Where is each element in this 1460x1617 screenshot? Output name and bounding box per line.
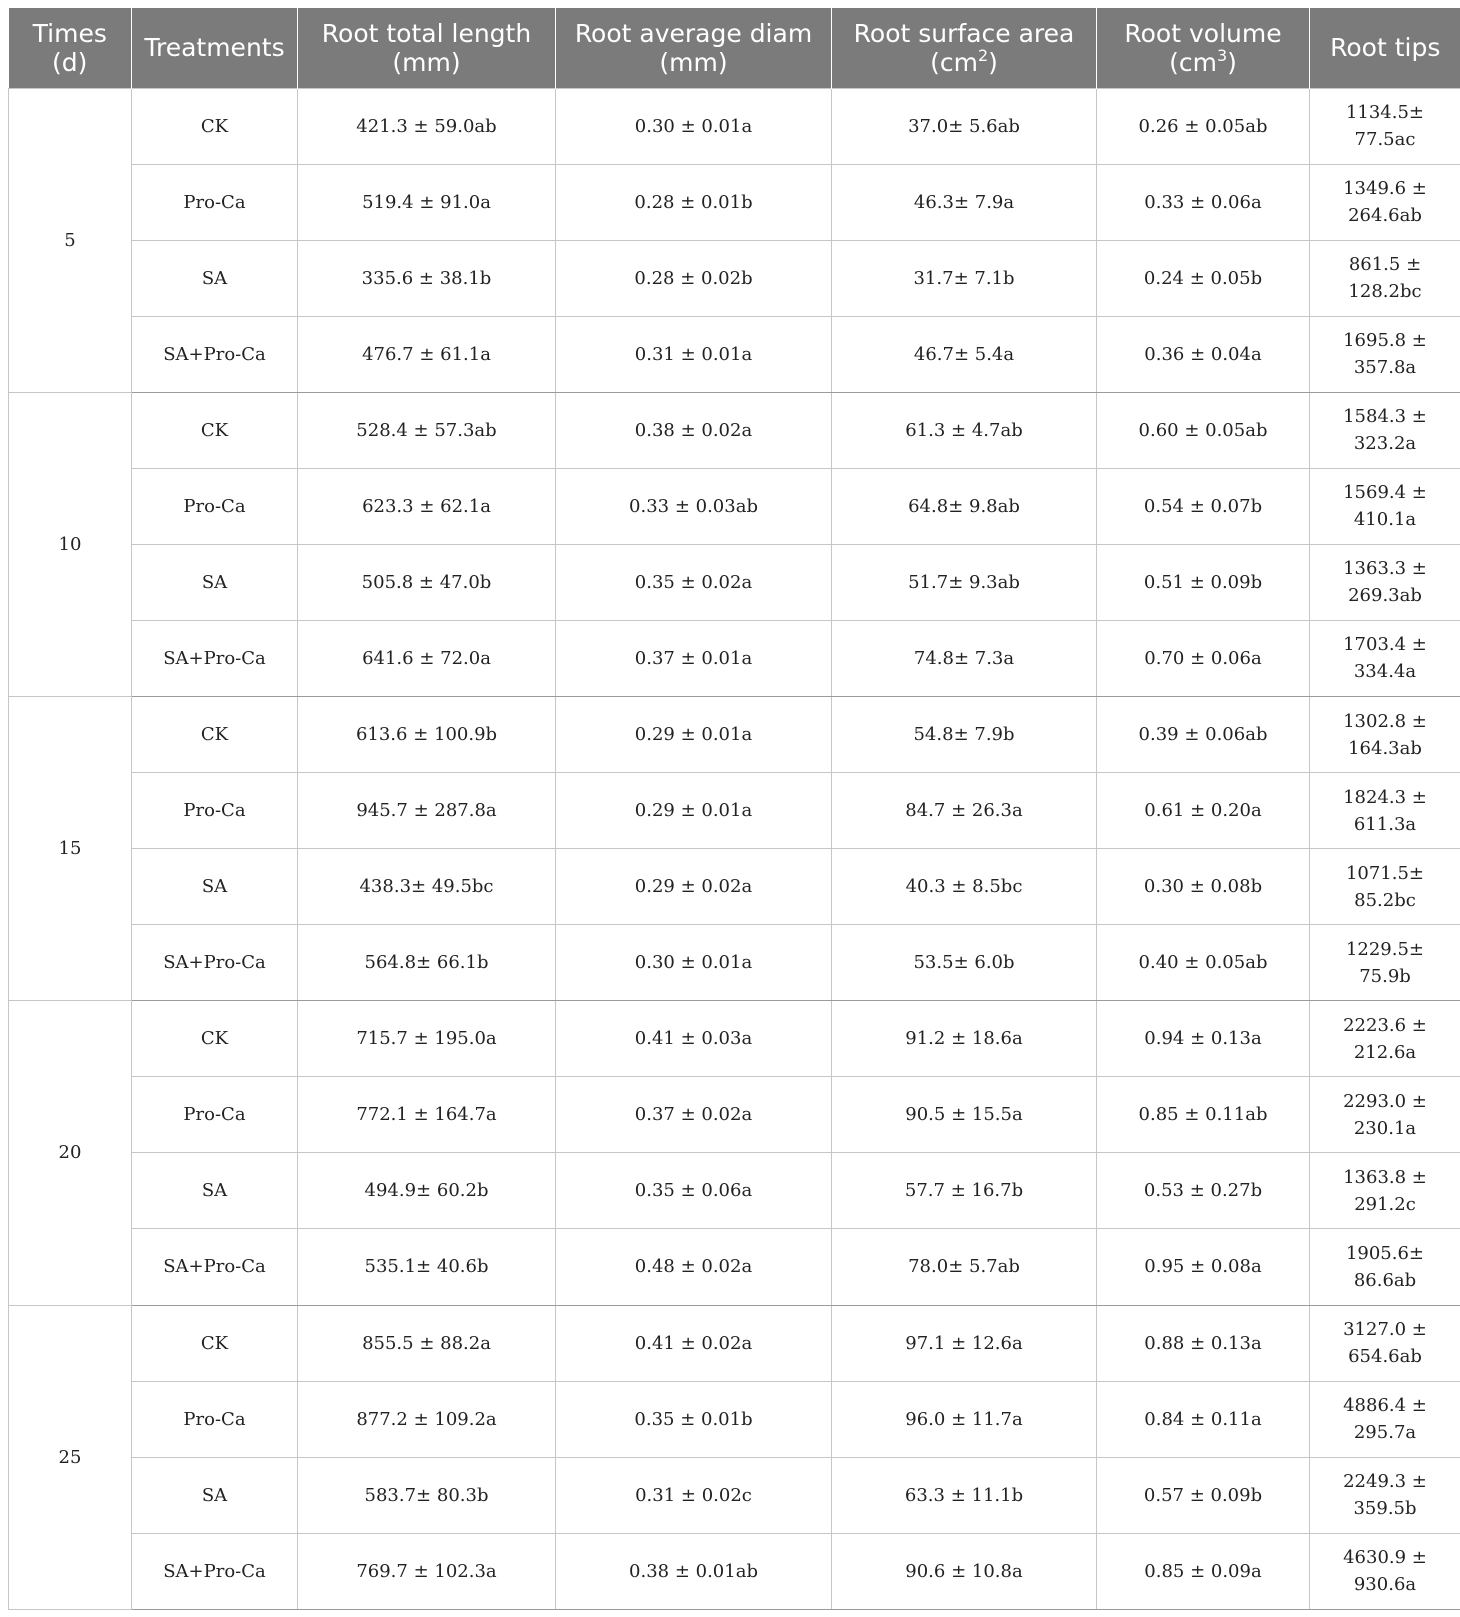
table-row (9, 240, 1460, 316)
root-tips-value: 1071.5± (1345, 862, 1425, 884)
cell-root-volume: 0.36 ± 0.04a (1097, 316, 1310, 392)
cell-root-volume: 0.53 ± 0.27b (1097, 1153, 1310, 1229)
table-row (9, 1305, 1460, 1381)
cell-root-surface-area: 90.5 ± 15.5a (832, 1077, 1097, 1153)
table-row (9, 1381, 1460, 1457)
table-row (9, 773, 1460, 849)
cell-treatment: Pro-Ca (132, 468, 298, 544)
cell-root-tips (1310, 1153, 1460, 1229)
header-row (9, 8, 1460, 88)
header-label: Root volume (1124, 18, 1282, 48)
cell-root-total-length: 528.4 ± 57.3ab (298, 392, 556, 468)
cell-root-volume: 0.57 ± 0.09b (1097, 1457, 1310, 1533)
root-morphology-table (8, 8, 1460, 1610)
cell-root-total-length: 519.4 ± 91.0a (298, 164, 556, 240)
cell-root-surface-area: 40.3 ± 8.5bc (832, 849, 1097, 925)
cell-root-total-length: 476.7 ± 61.1a (298, 316, 556, 392)
cell-root-average-diam: 0.28 ± 0.02b (556, 240, 832, 316)
cell-root-volume: 0.40 ± 0.05ab (1097, 925, 1310, 1001)
root-tips-error: 295.7a (1353, 1422, 1417, 1444)
table-row (9, 620, 1460, 696)
cell-time-days: 25 (9, 1305, 132, 1610)
root-tips-error: 611.3a (1353, 813, 1417, 835)
root-tips-error: 264.6ab (1348, 205, 1422, 227)
cell-root-surface-area: 61.3 ± 4.7ab (832, 392, 1097, 468)
cell-root-average-diam: 0.38 ± 0.01ab (556, 1533, 832, 1609)
cell-root-average-diam: 0.35 ± 0.06a (556, 1153, 832, 1229)
cell-treatment: Pro-Ca (132, 773, 298, 849)
header-unit (13, 48, 128, 77)
cell-root-tips (1310, 1001, 1460, 1077)
table-row (9, 392, 1460, 468)
root-tips-value: 1569.4 ± (1343, 482, 1427, 504)
cell-root-surface-area: 96.0 ± 11.7a (832, 1381, 1097, 1457)
header-times (9, 8, 132, 88)
cell-root-surface-area: 54.8± 7.9b (832, 697, 1097, 773)
cell-root-volume: 0.30 ± 0.08b (1097, 849, 1310, 925)
cell-root-average-diam: 0.30 ± 0.01a (556, 88, 832, 164)
root-tips-value: 1302.8 ± (1343, 710, 1427, 732)
table-row (9, 544, 1460, 620)
cell-root-volume: 0.61 ± 0.20a (1097, 773, 1310, 849)
cell-time-days: 15 (9, 697, 132, 1001)
root-tips-error: 86.6ab (1353, 1269, 1417, 1291)
cell-root-average-diam: 0.37 ± 0.01a (556, 620, 832, 696)
cell-root-surface-area: 37.0± 5.6ab (832, 88, 1097, 164)
header-unit-text: (cm (1169, 47, 1217, 77)
header-label: Root average diam (574, 18, 813, 48)
cell-treatment: CK (132, 88, 298, 164)
cell-treatment: CK (132, 1305, 298, 1381)
cell-root-surface-area: 84.7 ± 26.3a (832, 773, 1097, 849)
header-root-total-length (298, 8, 556, 88)
cell-root-tips (1310, 849, 1460, 925)
root-tips-error: 930.6a (1353, 1574, 1417, 1596)
root-tips-value: 3127.0 ± (1343, 1319, 1427, 1341)
cell-root-total-length: 715.7 ± 195.0a (298, 1001, 556, 1077)
cell-root-volume: 0.94 ± 0.13a (1097, 1001, 1310, 1077)
root-tips-value: 1349.6 ± (1343, 178, 1427, 200)
root-tips-value: 4630.9 ± (1343, 1547, 1427, 1569)
root-tips-error: 654.6ab (1348, 1346, 1422, 1368)
cell-root-total-length: 583.7± 80.3b (298, 1457, 556, 1533)
table-row (9, 1001, 1460, 1077)
cell-root-average-diam: 0.35 ± 0.02a (556, 544, 832, 620)
root-tips-error: 357.8a (1353, 357, 1417, 379)
cell-treatment: SA (132, 1457, 298, 1533)
root-tips-error: 410.1a (1353, 509, 1417, 531)
cell-root-volume: 0.88 ± 0.13a (1097, 1305, 1310, 1381)
cell-root-surface-area: 57.7 ± 16.7b (832, 1153, 1097, 1229)
root-tips-error: 85.2bc (1354, 889, 1416, 911)
root-tips-error: 323.2a (1353, 433, 1417, 455)
cell-treatment: SA+Pro-Ca (132, 316, 298, 392)
root-tips-value: 2223.6 ± (1343, 1014, 1427, 1036)
table-row (9, 88, 1460, 164)
cell-root-surface-area: 64.8± 9.8ab (832, 468, 1097, 544)
cell-root-surface-area: 46.3± 7.9a (832, 164, 1097, 240)
cell-root-volume: 0.51 ± 0.09b (1097, 544, 1310, 620)
cell-root-total-length: 623.3 ± 62.1a (298, 468, 556, 544)
header-unit (1101, 45, 1305, 77)
table-row (9, 697, 1460, 773)
cell-root-total-length: 641.6 ± 72.0a (298, 620, 556, 696)
table-row (9, 925, 1460, 1001)
cell-treatment: CK (132, 392, 298, 468)
table-body (9, 88, 1460, 1610)
cell-root-tips (1310, 164, 1460, 240)
cell-treatment: SA (132, 240, 298, 316)
header-unit-exponent: 3 (1216, 45, 1228, 65)
root-tips-value: 1363.3 ± (1343, 558, 1427, 580)
table-row (9, 1229, 1460, 1305)
root-tips-error: 334.4a (1353, 661, 1417, 683)
cell-root-tips (1310, 1457, 1460, 1533)
cell-root-average-diam: 0.28 ± 0.01b (556, 164, 832, 240)
root-tips-value: 1134.5± (1345, 102, 1425, 124)
cell-root-surface-area: 97.1 ± 12.6a (832, 1305, 1097, 1381)
root-tips-value: 1229.5± (1345, 938, 1425, 960)
root-tips-value: 1695.8 ± (1343, 330, 1427, 352)
cell-root-surface-area: 90.6 ± 10.8a (832, 1533, 1097, 1609)
header-unit-close: ) (988, 47, 998, 77)
root-tips-value: 1363.8 ± (1343, 1166, 1427, 1188)
header-root-surface-area (832, 8, 1097, 88)
header-unit-text: (mm) (659, 47, 728, 77)
root-tips-error: 291.2c (1354, 1193, 1416, 1215)
cell-root-surface-area: 78.0± 5.7ab (832, 1229, 1097, 1305)
table-row (9, 849, 1460, 925)
cell-root-tips (1310, 392, 1460, 468)
cell-treatment: SA+Pro-Ca (132, 620, 298, 696)
cell-root-tips (1310, 1381, 1460, 1457)
cell-root-average-diam: 0.31 ± 0.01a (556, 316, 832, 392)
cell-root-volume: 0.39 ± 0.06ab (1097, 697, 1310, 773)
table-row (9, 316, 1460, 392)
cell-treatment: SA+Pro-Ca (132, 1533, 298, 1609)
root-tips-error: 359.5b (1353, 1498, 1417, 1520)
cell-root-tips (1310, 88, 1460, 164)
header-label: Root total length (321, 18, 532, 48)
cell-treatment: Pro-Ca (132, 1077, 298, 1153)
root-tips-error: 230.1a (1353, 1117, 1417, 1139)
root-tips-error: 128.2bc (1348, 281, 1422, 303)
cell-root-total-length: 494.9± 60.2b (298, 1153, 556, 1229)
cell-root-volume: 0.84 ± 0.11a (1097, 1381, 1310, 1457)
cell-root-volume: 0.85 ± 0.11ab (1097, 1077, 1310, 1153)
cell-root-tips (1310, 316, 1460, 392)
header-root-average-diam (556, 8, 832, 88)
cell-treatment: SA (132, 1153, 298, 1229)
cell-root-tips (1310, 468, 1460, 544)
header-unit (302, 48, 551, 77)
header-unit-exponent: 2 (977, 45, 989, 65)
cell-root-tips (1310, 1305, 1460, 1381)
root-tips-error: 212.6a (1353, 1041, 1417, 1063)
table-row (9, 164, 1460, 240)
root-tips-error: 164.3ab (1348, 737, 1422, 759)
header-unit (560, 48, 827, 77)
cell-root-average-diam: 0.38 ± 0.02a (556, 392, 832, 468)
cell-root-tips (1310, 544, 1460, 620)
cell-root-total-length: 613.6 ± 100.9b (298, 697, 556, 773)
cell-root-total-length: 335.6 ± 38.1b (298, 240, 556, 316)
cell-root-total-length: 421.3 ± 59.0ab (298, 88, 556, 164)
cell-root-surface-area: 74.8± 7.3a (832, 620, 1097, 696)
table-row (9, 1153, 1460, 1229)
cell-root-volume: 0.95 ± 0.08a (1097, 1229, 1310, 1305)
cell-root-tips (1310, 240, 1460, 316)
cell-root-total-length: 535.1± 40.6b (298, 1229, 556, 1305)
root-tips-error: 75.9b (1359, 965, 1411, 987)
header-unit-text: (cm (930, 47, 978, 77)
header-root-volume (1097, 8, 1310, 88)
cell-root-average-diam: 0.41 ± 0.02a (556, 1305, 832, 1381)
header-treatments (132, 8, 298, 88)
root-tips-value: 1703.4 ± (1343, 634, 1427, 656)
header-unit (836, 45, 1092, 77)
root-tips-error: 77.5ac (1354, 129, 1416, 151)
cell-root-average-diam: 0.33 ± 0.03ab (556, 468, 832, 544)
cell-root-tips (1310, 620, 1460, 696)
root-tips-value: 1584.3 ± (1343, 406, 1427, 428)
cell-root-average-diam: 0.37 ± 0.02a (556, 1077, 832, 1153)
cell-root-volume: 0.33 ± 0.06a (1097, 164, 1310, 240)
cell-root-total-length: 564.8± 66.1b (298, 925, 556, 1001)
cell-root-volume: 0.24 ± 0.05b (1097, 240, 1310, 316)
cell-treatment: SA+Pro-Ca (132, 1229, 298, 1305)
cell-treatment: SA (132, 544, 298, 620)
table-row (9, 1457, 1460, 1533)
table-row (9, 1533, 1460, 1609)
cell-time-days: 5 (9, 88, 132, 392)
cell-treatment: CK (132, 697, 298, 773)
root-tips-value: 1824.3 ± (1343, 786, 1427, 808)
cell-root-surface-area: 51.7± 9.3ab (832, 544, 1097, 620)
cell-root-volume: 0.60 ± 0.05ab (1097, 392, 1310, 468)
cell-treatment: Pro-Ca (132, 1381, 298, 1457)
cell-time-days: 10 (9, 392, 132, 696)
cell-root-surface-area: 31.7± 7.1b (832, 240, 1097, 316)
cell-treatment: Pro-Ca (132, 164, 298, 240)
cell-root-average-diam: 0.29 ± 0.02a (556, 849, 832, 925)
cell-root-volume: 0.54 ± 0.07b (1097, 468, 1310, 544)
root-tips-error: 269.3ab (1348, 585, 1422, 607)
root-tips-value: 4886.4 ± (1343, 1395, 1427, 1417)
cell-root-average-diam: 0.30 ± 0.01a (556, 925, 832, 1001)
cell-root-volume: 0.70 ± 0.06a (1097, 620, 1310, 696)
header-label: Root tips (1330, 33, 1441, 63)
cell-root-average-diam: 0.29 ± 0.01a (556, 697, 832, 773)
root-tips-value: 2293.0 ± (1343, 1090, 1427, 1112)
cell-root-tips (1310, 1077, 1460, 1153)
root-tips-value: 861.5 ± (1348, 254, 1422, 276)
cell-root-tips (1310, 697, 1460, 773)
cell-root-total-length: 769.7 ± 102.3a (298, 1533, 556, 1609)
cell-treatment: SA (132, 849, 298, 925)
root-tips-value: 2249.3 ± (1343, 1471, 1427, 1493)
cell-root-tips (1310, 773, 1460, 849)
cell-root-volume: 0.85 ± 0.09a (1097, 1533, 1310, 1609)
cell-root-average-diam: 0.41 ± 0.03a (556, 1001, 832, 1077)
cell-root-tips (1310, 1533, 1460, 1609)
header-label: Times (32, 18, 107, 48)
header-label: Treatments (144, 33, 285, 63)
cell-root-average-diam: 0.35 ± 0.01b (556, 1381, 832, 1457)
cell-treatment: CK (132, 1001, 298, 1077)
header-root-tips (1310, 8, 1460, 88)
table-row (9, 1077, 1460, 1153)
cell-root-total-length: 877.2 ± 109.2a (298, 1381, 556, 1457)
cell-root-total-length: 945.7 ± 287.8a (298, 773, 556, 849)
cell-root-total-length: 772.1 ± 164.7a (298, 1077, 556, 1153)
cell-root-surface-area: 91.2 ± 18.6a (832, 1001, 1097, 1077)
cell-root-average-diam: 0.29 ± 0.01a (556, 773, 832, 849)
cell-root-surface-area: 46.7± 5.4a (832, 316, 1097, 392)
cell-time-days: 20 (9, 1001, 132, 1305)
cell-root-total-length: 855.5 ± 88.2a (298, 1305, 556, 1381)
cell-root-tips (1310, 1229, 1460, 1305)
header-unit-text: (mm) (392, 47, 461, 77)
cell-root-average-diam: 0.31 ± 0.02c (556, 1457, 832, 1533)
table-row (9, 468, 1460, 544)
cell-root-average-diam: 0.48 ± 0.02a (556, 1229, 832, 1305)
cell-root-surface-area: 53.5± 6.0b (832, 925, 1097, 1001)
header-unit-text: (d) (52, 47, 88, 77)
cell-root-tips (1310, 925, 1460, 1001)
cell-root-volume: 0.26 ± 0.05ab (1097, 88, 1310, 164)
header-unit-close: ) (1227, 47, 1237, 77)
cell-root-total-length: 438.3± 49.5bc (298, 849, 556, 925)
cell-root-total-length: 505.8 ± 47.0b (298, 544, 556, 620)
cell-root-surface-area: 63.3 ± 11.1b (832, 1457, 1097, 1533)
cell-treatment: SA+Pro-Ca (132, 925, 298, 1001)
root-tips-value: 1905.6± (1345, 1242, 1425, 1264)
header-label: Root surface area (853, 18, 1075, 48)
